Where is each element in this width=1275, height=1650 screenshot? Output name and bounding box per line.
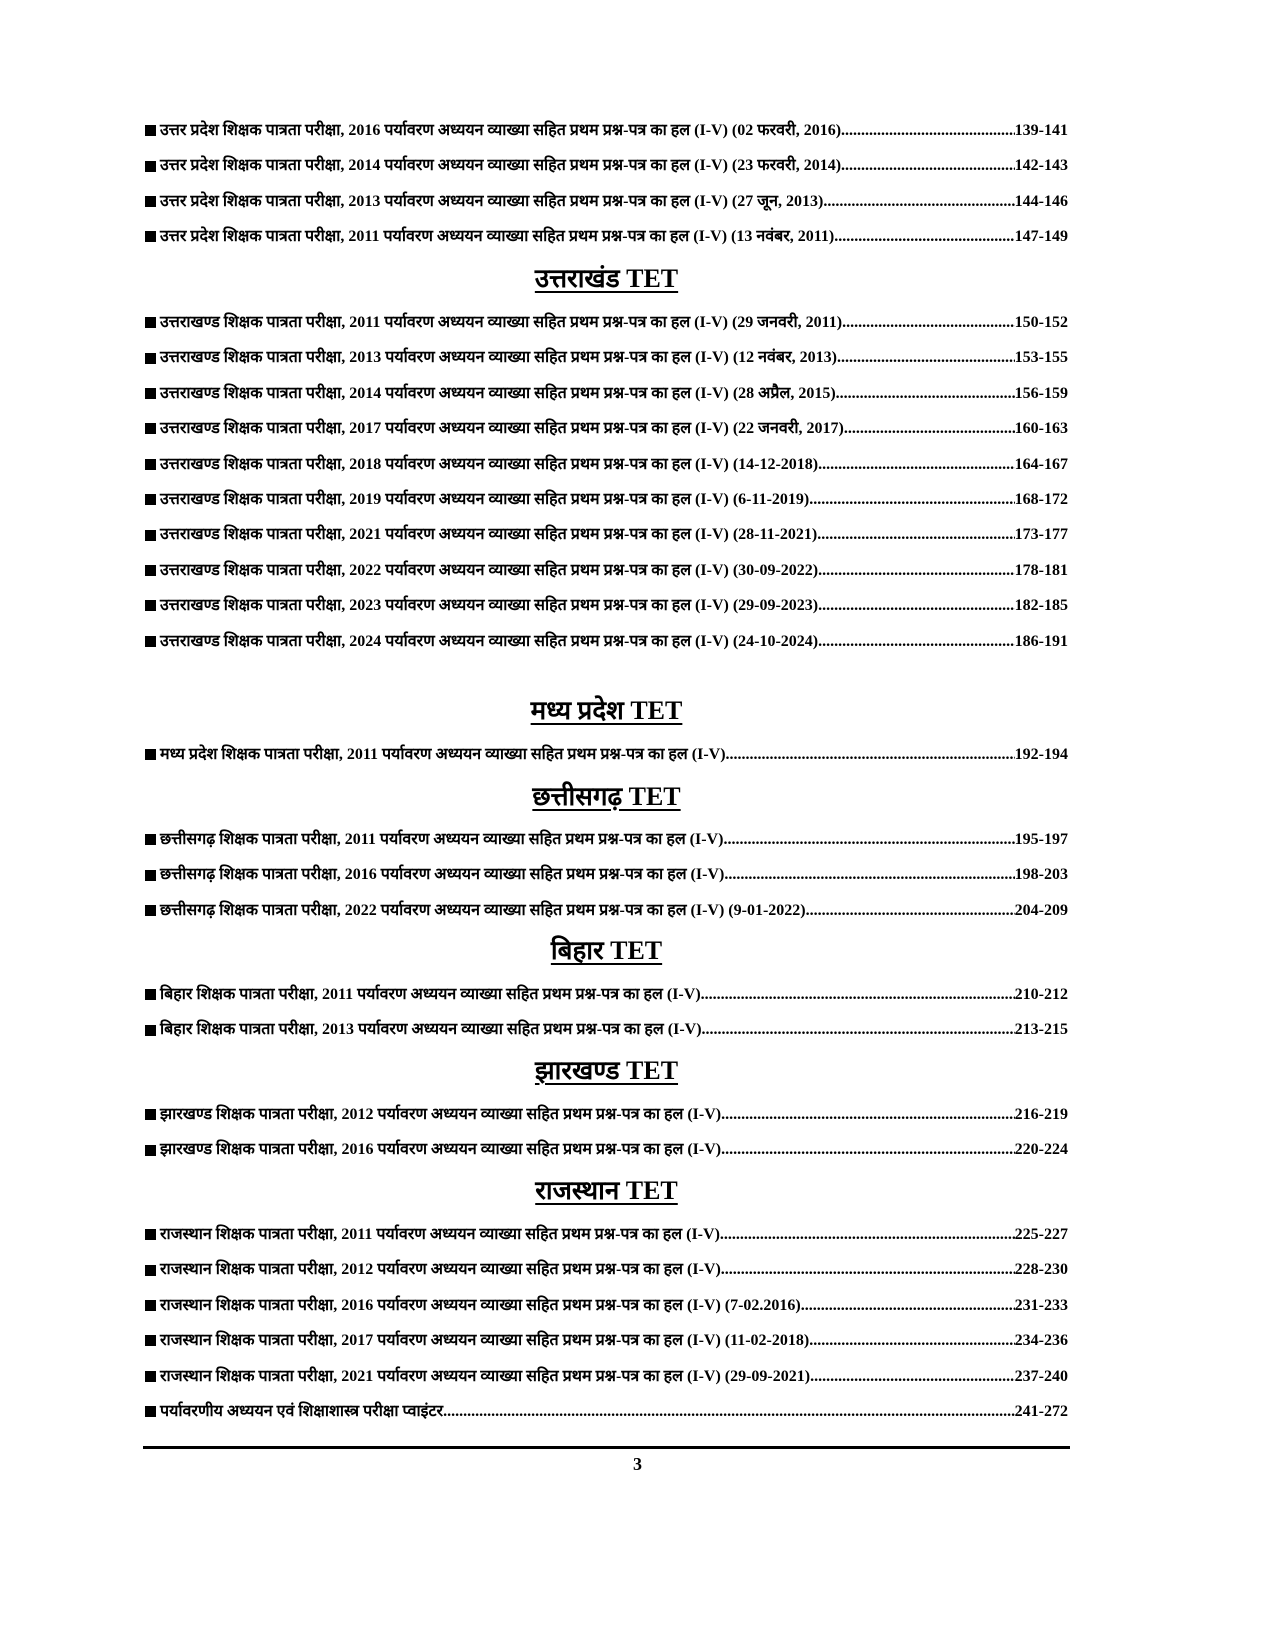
section-heading: [145, 1054, 1068, 1088]
toc-entry-pages: 225-227: [1014, 1226, 1068, 1243]
toc-entry-pages: 220-224: [1014, 1141, 1068, 1159]
square-bullet-icon: [145, 231, 156, 242]
toc-entry-pages: 160-163: [1014, 420, 1068, 438]
dot-leader: [809, 1323, 1014, 1358]
square-bullet-icon: [145, 125, 156, 136]
toc-entry-title: झारखण्ड शिक्षक पात्रता परीक्षा, 2012 पर्यावरण अध्ययन व्याख्या सहित प्रथम प्रश्न-पत्र का हल (I-V): [160, 1106, 722, 1123]
dot-leader: [809, 482, 1014, 517]
toc-entry[interactable]: [145, 184, 1068, 219]
toc-entry[interactable]: [145, 977, 1068, 1012]
toc-entry[interactable]: [145, 447, 1068, 482]
toc-entry-pages: 139-141: [1014, 122, 1068, 139]
toc-entry-title: उत्तर प्रदेश शिक्षक पात्रता परीक्षा, 2014 पर्यावरण अध्ययन व्याख्या सहित प्रथम प्रश्न-पत्र का हल (I-V) (23 फरवरी, 2014): [160, 157, 842, 175]
toc-entry-pages: 241-272: [1014, 1402, 1068, 1420]
toc-entry-pages: 216-219: [1014, 1106, 1068, 1123]
toc-entry-title: उत्तराखण्ड शिक्षक पात्रता परीक्षा, 2011 पर्यावरण अध्ययन व्याख्या सहित प्रथम प्रश्न-पत्र का हल (I-V) (29 जनवरी, 2011): [160, 314, 843, 331]
dot-leader: [721, 1132, 1015, 1167]
toc-entry-title: पर्यावरणीय अध्ययन एवं शिक्षाशास्त्र परीक्षा प्वाइंटर: [160, 1402, 444, 1420]
square-bullet-icon: [145, 317, 156, 328]
toc-entry-title: बिहार शिक्षक पात्रता परीक्षा, 2011 पर्यावरण अध्ययन व्याख्या सहित प्रथम प्रश्न-पत्र का हल (I-V): [160, 986, 701, 1003]
toc-entry-pages: 234-236: [1014, 1332, 1068, 1350]
toc-entry-title: उत्तराखण्ड शिक्षक पात्रता परीक्षा, 2019 पर्यावरण अध्ययन व्याख्या सहित प्रथम प्रश्न-पत्र का हल (I-V) (6-11-2019): [160, 490, 810, 508]
toc-entry-title: उत्तराखण्ड शिक्षक पात्रता परीक्षा, 2022 पर्यावरण अध्ययन व्याख्या सहित प्रथम प्रश्न-पत्र का हल (I-V) (30-09-2022): [160, 561, 819, 579]
toc-entry-title: राजस्थान शिक्षक पात्रता परीक्षा, 2011 पर्यावरण अध्ययन व्याख्या सहित प्रथम प्रश्न-पत्र का हल (I-V): [160, 1226, 720, 1243]
dot-leader: [720, 1217, 1015, 1252]
toc-entry-pages: 168-172: [1014, 490, 1068, 508]
toc-entry-title: उत्तर प्रदेश शिक्षक पात्रता परीक्षा, 2016 पर्यावरण अध्ययन व्याख्या सहित प्रथम प्रश्न-पत्र का हल (I-V) (02 फरवरी, 2016): [160, 122, 842, 139]
toc-entry[interactable]: [145, 305, 1068, 340]
dot-leader: [443, 1394, 1015, 1429]
square-bullet-icon: [145, 459, 156, 470]
toc-entry-pages: 178-181: [1014, 561, 1068, 579]
toc-section: [145, 1097, 1068, 1168]
toc-entry-title: उत्तर प्रदेश शिक्षक पात्रता परीक्षा, 2011 पर्यावरण अध्ययन व्याख्या सहित प्रथम प्रश्न-पत्र का हल (I-V) (13 नवंबर, 2011): [160, 228, 835, 246]
section-heading: [145, 1174, 1068, 1208]
dot-leader: [836, 376, 1015, 411]
toc-entry[interactable]: [145, 857, 1068, 892]
square-bullet-icon: [145, 1229, 156, 1240]
toc-entry-pages: 213-215: [1014, 1021, 1068, 1039]
toc-entry[interactable]: [145, 376, 1068, 411]
section-heading-text: राजस्थान TET: [535, 1176, 678, 1205]
toc-entry-pages: 147-149: [1014, 228, 1068, 246]
toc-section: [145, 305, 1068, 659]
square-bullet-icon: [145, 1335, 156, 1346]
toc-section: [145, 1217, 1068, 1429]
dot-leader: [841, 113, 1015, 148]
section-heading-text: झारखण्ड TET: [534, 1056, 679, 1085]
toc-entry[interactable]: [145, 1394, 1068, 1429]
dot-leader: [806, 893, 1015, 928]
page-number: 3: [633, 1454, 642, 1474]
toc-entry-title: छत्तीसगढ़ शिक्षक पात्रता परीक्षा, 2022 पर्यावरण अध्ययन व्याख्या सहित प्रथम प्रश्न-पत्र का हल (I-V) (9-01-2022): [160, 901, 806, 919]
section-heading: [145, 694, 1068, 728]
toc-entry-title: उत्तराखण्ड शिक्षक पात्रता परीक्षा, 2013 पर्यावरण अध्ययन व्याख्या सहित प्रथम प्रश्न-पत्र का हल (I-V) (12 नवंबर, 2013): [160, 349, 837, 367]
dot-leader: [701, 977, 1015, 1012]
section-heading-text: बिहार TET: [550, 936, 663, 965]
dot-leader: [841, 148, 1015, 183]
toc-entry[interactable]: [145, 822, 1068, 857]
square-bullet-icon: [145, 353, 156, 364]
square-bullet-icon: [145, 1025, 156, 1036]
square-bullet-icon: [145, 1300, 156, 1311]
toc-entry-title: राजस्थान शिक्षक पात्रता परीक्षा, 2021 पर्यावरण अध्ययन व्याख्या सहित प्रथम प्रश्न-पत्र का हल (I-V) (29-09-2021): [160, 1367, 811, 1385]
square-bullet-icon: [145, 530, 156, 541]
toc-entry[interactable]: [145, 588, 1068, 623]
toc-entry-pages: 173-177: [1014, 526, 1068, 544]
toc-section: [145, 977, 1068, 1048]
dot-leader: [817, 517, 1014, 552]
toc-entry[interactable]: [145, 1097, 1068, 1132]
toc-entry[interactable]: [145, 340, 1068, 375]
toc-entry-pages: 164-167: [1014, 455, 1068, 473]
toc-entry-pages: 204-209: [1014, 901, 1068, 919]
toc-entry-pages: 156-159: [1014, 384, 1068, 402]
toc-entry[interactable]: [145, 113, 1068, 148]
toc-entry-title: बिहार शिक्षक पात्रता परीक्षा, 2013 पर्यावरण अध्ययन व्याख्या सहित प्रथम प्रश्न-पत्र का हल (I-V): [160, 1021, 702, 1039]
toc-entry-pages: 237-240: [1014, 1367, 1068, 1385]
toc-entry-pages: 182-185: [1014, 597, 1068, 615]
toc-entry-pages: 153-155: [1014, 349, 1068, 367]
dot-leader: [818, 447, 1015, 482]
toc-entry-title: उत्तराखण्ड शिक्षक पात्रता परीक्षा, 2021 पर्यावरण अध्ययन व्याख्या सहित प्रथम प्रश्न-पत्र का हल (I-V) (28-11-2021): [160, 526, 818, 544]
dot-leader: [844, 411, 1015, 446]
toc-entry-title: छत्तीसगढ़ शिक्षक पात्रता परीक्षा, 2011 पर्यावरण अध्ययन व्याख्या सहित प्रथम प्रश्न-पत्र का हल (I-V): [160, 831, 724, 848]
toc-section: [145, 822, 1068, 928]
square-bullet-icon: [145, 870, 156, 881]
toc-entry-title: मध्य प्रदेश शिक्षक पात्रता परीक्षा, 2011 पर्यावरण अध्ययन व्याख्या सहित प्रथम प्रश्न-पत्र का हल (I-V): [160, 746, 726, 763]
dot-leader: [823, 184, 1014, 219]
toc-entry-title: उत्तराखण्ड शिक्षक पात्रता परीक्षा, 2023 पर्यावरण अध्ययन व्याख्या सहित प्रथम प्रश्न-पत्र का हल (I-V) (29-09-2023): [160, 597, 819, 615]
square-bullet-icon: [145, 1371, 156, 1382]
dot-leader: [842, 305, 1015, 340]
dot-leader: [801, 1288, 1015, 1323]
square-bullet-icon: [145, 423, 156, 434]
toc-entry[interactable]: [145, 219, 1068, 254]
section-heading-text: छत्तीसगढ़ TET: [532, 782, 681, 811]
dot-leader: [726, 737, 1015, 772]
toc-entry-pages: 150-152: [1014, 314, 1068, 331]
toc-entry[interactable]: [145, 1288, 1068, 1323]
toc-entry-title: उत्तराखण्ड शिक्षक पात्रता परीक्षा, 2017 पर्यावरण अध्ययन व्याख्या सहित प्रथम प्रश्न-पत्र का हल (I-V) (22 जनवरी, 2017): [160, 420, 844, 438]
square-bullet-icon: [145, 749, 156, 760]
square-bullet-icon: [145, 1406, 156, 1417]
toc-entry[interactable]: [145, 624, 1068, 659]
toc-entry-title: राजस्थान शिक्षक पात्रता परीक्षा, 2016 पर्यावरण अध्ययन व्याख्या सहित प्रथम प्रश्न-पत्र का हल (I-V) (7-02.2016): [160, 1296, 801, 1314]
square-bullet-icon: [145, 388, 156, 399]
square-bullet-icon: [145, 494, 156, 505]
toc-entry[interactable]: [145, 517, 1068, 552]
toc-entry-title: छत्तीसगढ़ शिक्षक पात्रता परीक्षा, 2016 पर्यावरण अध्ययन व्याख्या सहित प्रथम प्रश्न-पत्र का हल (I-V): [160, 866, 725, 884]
footer-divider: [143, 1446, 1070, 1449]
square-bullet-icon: [145, 1265, 156, 1276]
toc-section: [145, 113, 1068, 255]
section-heading: [145, 262, 1068, 296]
square-bullet-icon: [145, 636, 156, 647]
toc-entry-title: झारखण्ड शिक्षक पात्रता परीक्षा, 2016 पर्यावरण अध्ययन व्याख्या सहित प्रथम प्रश्न-पत्र का हल (I-V): [160, 1141, 722, 1159]
toc-entry-title: राजस्थान शिक्षक पात्रता परीक्षा, 2017 पर्यावरण अध्ययन व्याख्या सहित प्रथम प्रश्न-पत्र का हल (I-V) (11-02-2018): [160, 1332, 810, 1350]
dot-leader: [818, 624, 1015, 659]
section-heading-text: मध्य प्रदेश TET: [530, 696, 683, 725]
square-bullet-icon: [145, 989, 156, 1000]
toc-entry-title: उत्तराखण्ड शिक्षक पात्रता परीक्षा, 2014 पर्यावरण अध्ययन व्याख्या सहित प्रथम प्रश्न-पत्र का हल (I-V) (28 अप्रैल, 2015): [160, 384, 836, 402]
square-bullet-icon: [145, 1145, 156, 1156]
toc-entry[interactable]: [145, 737, 1068, 772]
section-heading-text: उत्तराखंड TET: [534, 264, 679, 293]
section-heading: [145, 934, 1068, 968]
dot-leader: [810, 1359, 1015, 1394]
toc-entry[interactable]: [145, 1012, 1068, 1047]
dot-leader: [721, 1252, 1015, 1287]
toc-entry-pages: 198-203: [1014, 866, 1068, 884]
dot-leader: [724, 857, 1014, 892]
toc-entry[interactable]: [145, 893, 1068, 928]
toc-section: [145, 737, 1068, 772]
toc-entry[interactable]: [145, 553, 1068, 588]
section-heading: [145, 780, 1068, 814]
toc-entry-pages: 228-230: [1014, 1261, 1068, 1279]
dot-leader: [818, 588, 1015, 623]
toc-entry[interactable]: [145, 411, 1068, 446]
toc-entry-pages: 210-212: [1014, 986, 1068, 1003]
square-bullet-icon: [145, 161, 156, 172]
dot-leader: [834, 219, 1014, 254]
toc-entry-title: उत्तर प्रदेश शिक्षक पात्रता परीक्षा, 2013 पर्यावरण अध्ययन व्याख्या सहित प्रथम प्रश्न-पत्र का हल (I-V) (27 जून, 2013): [160, 192, 824, 210]
toc-entry[interactable]: [145, 1217, 1068, 1252]
dot-leader: [721, 1097, 1015, 1132]
toc-entry-title: राजस्थान शिक्षक पात्रता परीक्षा, 2012 पर्यावरण अध्ययन व्याख्या सहित प्रथम प्रश्न-पत्र का हल (I-V): [160, 1261, 721, 1279]
toc-entry[interactable]: [145, 1323, 1068, 1358]
toc-entry-pages: 195-197: [1014, 831, 1068, 848]
square-bullet-icon: [145, 565, 156, 576]
toc-entry[interactable]: [145, 482, 1068, 517]
toc-entry[interactable]: [145, 148, 1068, 183]
toc-entry-pages: 186-191: [1014, 632, 1068, 650]
toc-entry-pages: 142-143: [1014, 157, 1068, 175]
square-bullet-icon: [145, 834, 156, 845]
toc-entry[interactable]: [145, 1132, 1068, 1167]
dot-leader: [723, 822, 1014, 857]
dot-leader: [837, 340, 1015, 375]
toc-entry[interactable]: [145, 1359, 1068, 1394]
square-bullet-icon: [145, 600, 156, 611]
square-bullet-icon: [145, 196, 156, 207]
toc-entry-pages: 192-194: [1014, 746, 1068, 763]
dot-leader: [818, 553, 1015, 588]
toc-entry[interactable]: [145, 1252, 1068, 1287]
toc-entry-title: उत्तराखण्ड शिक्षक पात्रता परीक्षा, 2024 पर्यावरण अध्ययन व्याख्या सहित प्रथम प्रश्न-पत्र का हल (I-V) (24-10-2024): [160, 632, 819, 650]
dot-leader: [702, 1012, 1015, 1047]
square-bullet-icon: [145, 905, 156, 916]
toc-entry-pages: 231-233: [1014, 1296, 1068, 1314]
toc-entry-title: उत्तराखण्ड शिक्षक पात्रता परीक्षा, 2018 पर्यावरण अध्ययन व्याख्या सहित प्रथम प्रश्न-पत्र का हल (I-V) (14-12-2018): [160, 455, 819, 473]
square-bullet-icon: [145, 1109, 156, 1120]
toc-entry-pages: 144-146: [1014, 192, 1068, 210]
